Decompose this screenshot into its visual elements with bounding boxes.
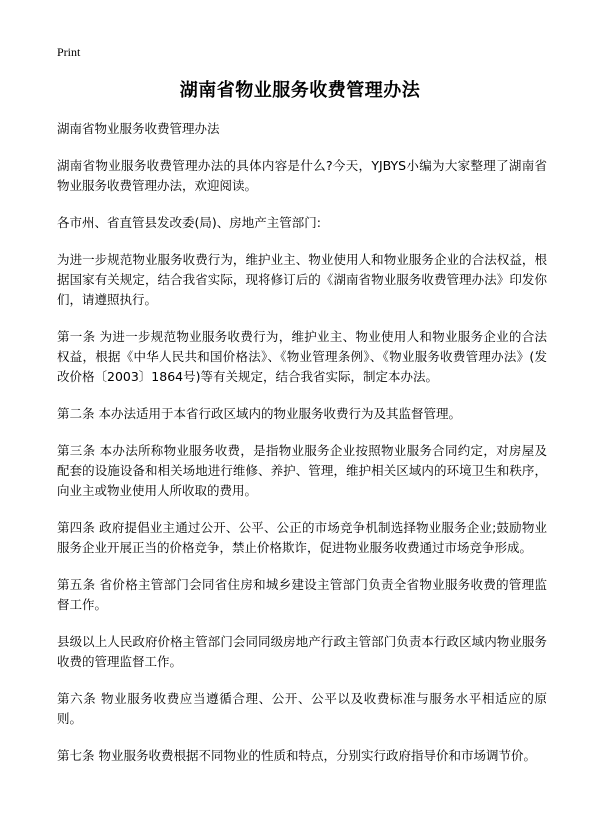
print-link[interactable]: Print [57, 45, 81, 59]
article-3-paragraph: 第三条 本办法所称物业服务收费，是指物业服务企业按照物业服务合同约定，对房屋及配套的设施设备和相关场地进行维修、养护、管理，维护相关区域内的环境卫生和秩序，向业主或物业使用人所收取的费用。 [57, 443, 547, 498]
document-body [57, 119, 547, 783]
article-4-paragraph: 第四条 政府提倡业主通过公开、公平、公正的市场竞争机制选择物业服务企业;鼓励物业服务企业开展正当的价格竞争，禁止价格欺诈，促进物业服务收费通过市场竞争形成。 [57, 520, 547, 555]
document-subtitle: 湖南省物业服务收费管理办法 [57, 121, 220, 136]
article-2-paragraph: 第二条 本办法适用于本省行政区域内的物业服务收费行为及其监督管理。 [57, 406, 461, 421]
article-1-paragraph: 第一条 为进一步规范物业服务收费行为，维护业主、物业使用人和物业服务企业的合法权益，根据《中华人民共和国价格法》、《物业管理条例》、《物业服务收费管理办法》(发改价格〔2003〕1864号)等有关规定，结合我省实际，制定本办法。 [57, 329, 547, 384]
document-title: 湖南省物业服务收费管理办法 [179, 80, 421, 101]
notice-paragraph: 为进一步规范物业服务收费行为，维护业主、物业使用人和物业服务企业的合法权益，根据国家有关规定，结合我省实际，现将修订后的《湖南省物业服务收费管理办法》印发你们，请遵照执行。 [57, 252, 547, 307]
article-5-paragraph: 第五条 省价格主管部门会同省住房和城乡建设主管部门负责全省物业服务收费的管理监督工作。 [57, 577, 547, 612]
article-5-continued-paragraph: 县级以上人民政府价格主管部门会同同级房地产行政主管部门负责本行政区域内物业服务收费的管理监督工作。 [57, 634, 547, 669]
article-7-paragraph: 第七条 物业服务收费根据不同物业的性质和特点，分别实行政府指导价和市场调节价。 [57, 748, 536, 763]
addressee-paragraph: 各市州、省直管县发改委(局)、房地产主管部门: [57, 215, 321, 230]
intro-paragraph: 湖南省物业服务收费管理办法的具体内容是什么?今天，YJBYS小编为大家整理了湖南省物业服务收费管理办法，欢迎阅读。 [57, 158, 547, 193]
article-6-paragraph: 第六条 物业服务收费应当遵循合理、公开、公平以及收费标准与服务水平相适应的原则。 [57, 691, 547, 726]
